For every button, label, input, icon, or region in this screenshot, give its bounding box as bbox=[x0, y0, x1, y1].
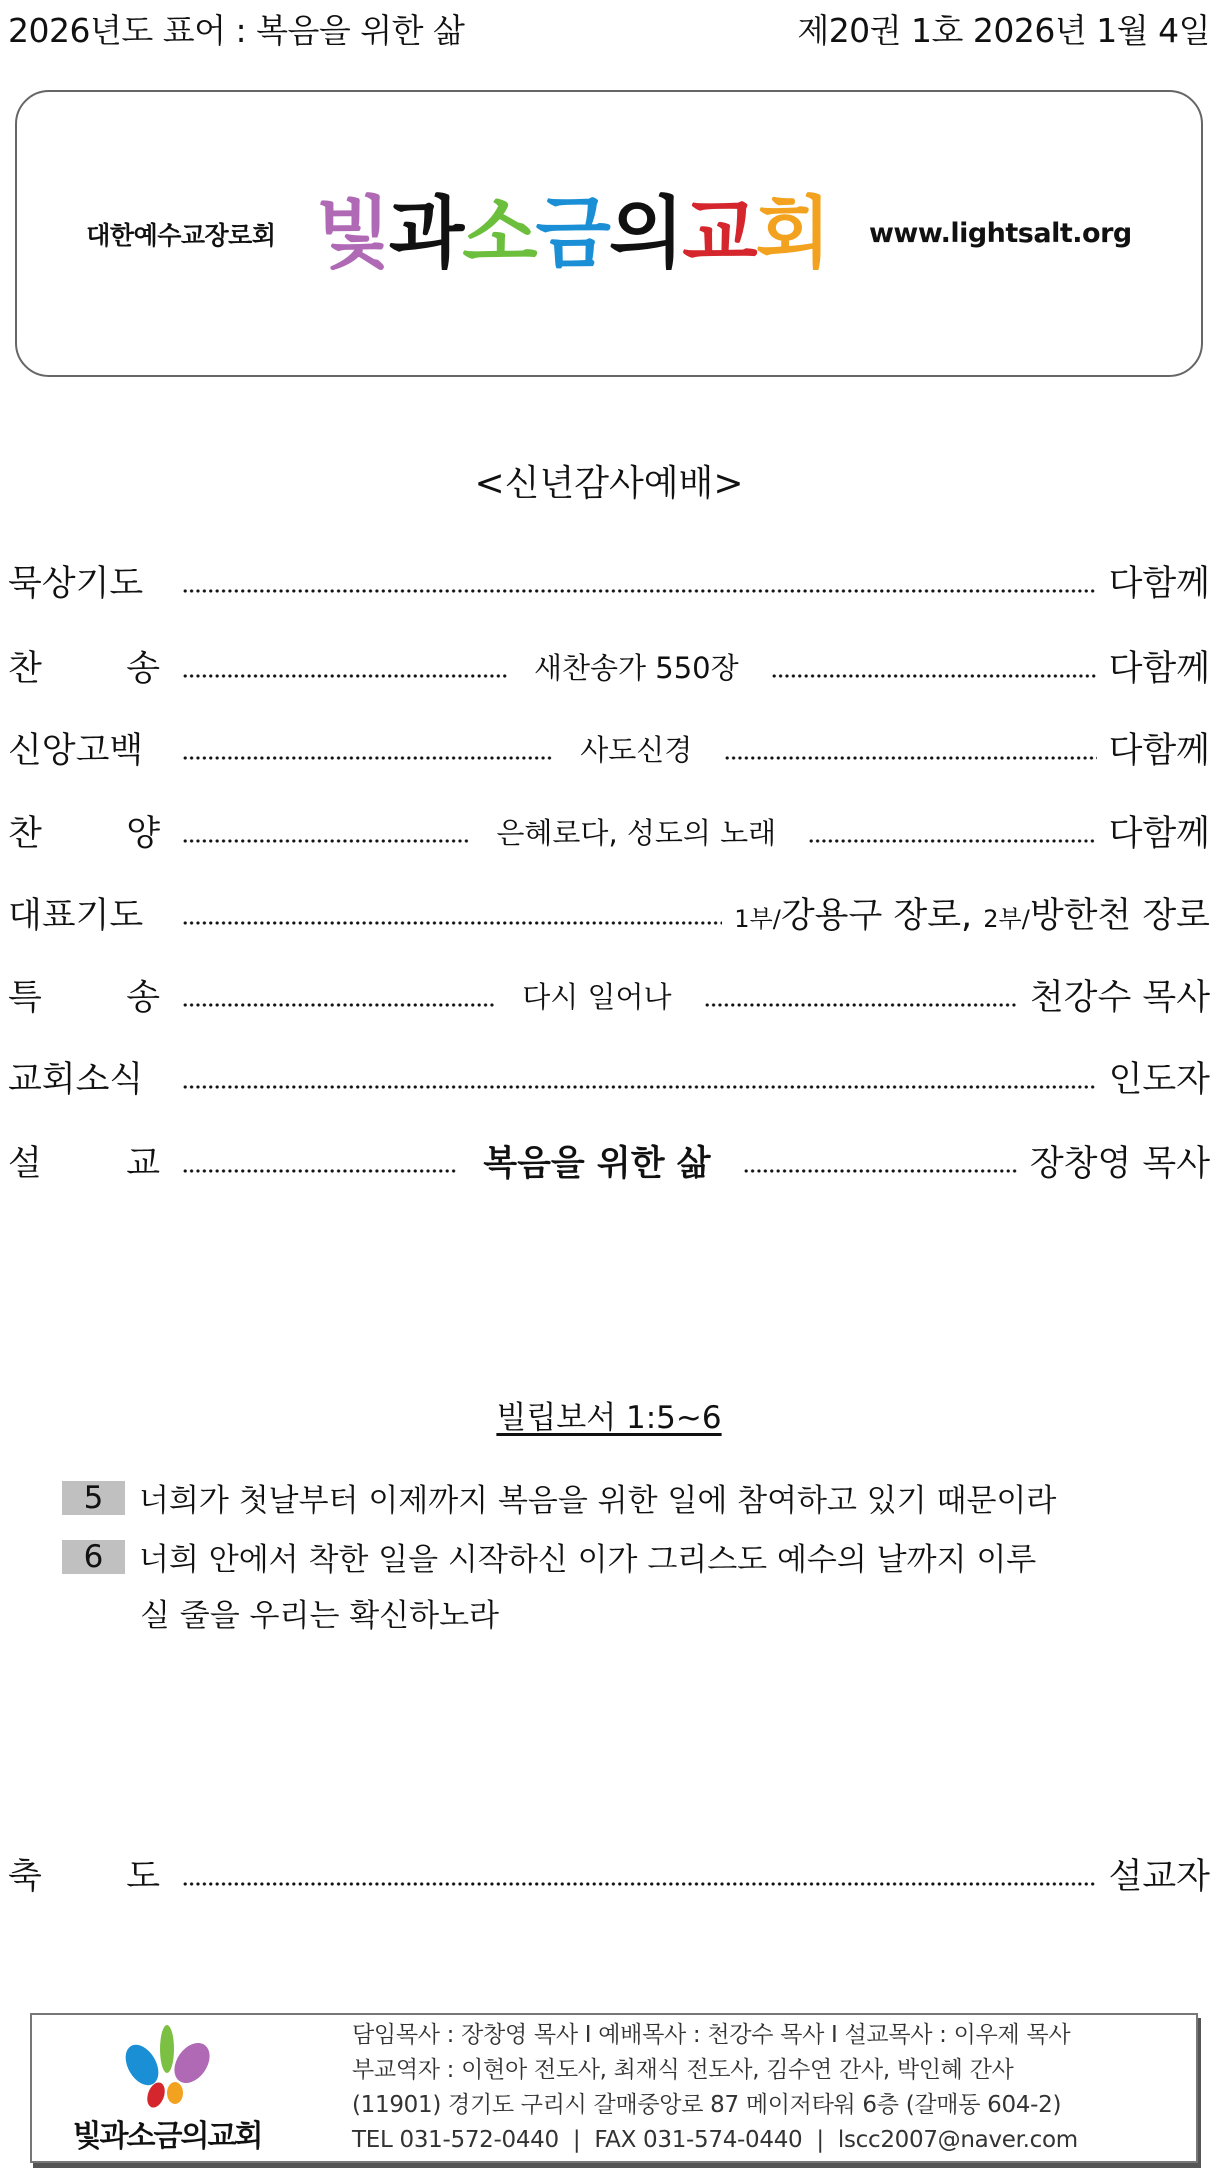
row-content: 다시 일어나 bbox=[522, 979, 672, 1014]
worship-row bbox=[8, 970, 1210, 1020]
row-label bbox=[8, 970, 160, 1020]
logo-letter: 과 bbox=[388, 188, 463, 279]
row-label bbox=[8, 1052, 160, 1102]
logo-letter: 빛 bbox=[315, 188, 389, 279]
pastors-line: 담임목사 : 장창영 목사 I 예배목사 : 천강수 목사 I 설교목사 : 이우제 목사 bbox=[352, 2022, 1071, 2048]
verse bbox=[62, 1475, 1178, 1520]
verse-number: 5 bbox=[62, 1481, 125, 1515]
label-text: 교 bbox=[126, 1144, 160, 1184]
dot-leader bbox=[182, 1859, 1097, 1889]
address-line: (11901) 경기도 구리시 갈매중앙로 87 메이저타워 6층 (갈매동 604-2) bbox=[352, 2092, 1062, 2118]
label-text: 설 bbox=[8, 1144, 42, 1184]
scripture-reference: 빌립보서 1:5~6 bbox=[496, 1400, 722, 1436]
contact-line: TEL 031-572-0440 | FAX 031-574-0440 | lscc2007@naver.com bbox=[352, 2127, 1078, 2153]
row-leader: 다함께 bbox=[1108, 649, 1211, 689]
row-leader: 설교자 bbox=[1108, 1857, 1210, 1897]
label-text: 송 bbox=[126, 649, 160, 689]
verse-number: 6 bbox=[62, 1540, 125, 1574]
footer-info bbox=[302, 2018, 1078, 2158]
row-label bbox=[8, 556, 160, 606]
worship-row bbox=[8, 1052, 1210, 1102]
row-content: 은혜로다, 성도의 노래 bbox=[496, 815, 777, 850]
row-leader: 다함께 bbox=[1108, 814, 1210, 854]
dot-leader bbox=[182, 733, 554, 763]
flower-logo-icon bbox=[112, 2021, 222, 2111]
church-logo bbox=[315, 188, 829, 279]
bulletin-header bbox=[8, 4, 1210, 52]
worship-row bbox=[8, 888, 1210, 938]
label-text: 찬 bbox=[8, 814, 42, 854]
church-info-footer bbox=[30, 2013, 1198, 2163]
row-leader: 인도자 bbox=[1108, 1060, 1210, 1100]
dot-leader bbox=[808, 816, 1096, 846]
row-label bbox=[8, 1849, 160, 1899]
logo-letter: 의 bbox=[608, 188, 683, 279]
dot-leader bbox=[182, 1062, 1097, 1092]
website-url: www.lightsalt.org bbox=[868, 218, 1132, 249]
worship-row bbox=[8, 1136, 1210, 1186]
benediction-row bbox=[8, 1849, 1210, 1899]
issue-date: 제20권 1호 2026년 1월 4일 bbox=[797, 10, 1210, 50]
verse-text: 너희가 첫날부터 이제까지 복음을 위한 일에 참여하고 있기 때문이라 bbox=[139, 1483, 1057, 1519]
row-label bbox=[8, 723, 160, 773]
service-title: <신년감사예배> bbox=[474, 463, 744, 504]
row-content: 복음을 위한 삶 bbox=[483, 1144, 711, 1184]
label-text: 찬 bbox=[8, 649, 42, 689]
row-label bbox=[8, 641, 160, 691]
worship-row bbox=[8, 641, 1210, 691]
dot-leader bbox=[182, 651, 508, 681]
label-text: 신앙고백 bbox=[8, 731, 144, 771]
row-leader: 다함께 bbox=[1108, 731, 1210, 771]
row-label bbox=[8, 806, 160, 856]
verse bbox=[62, 1534, 1178, 1579]
logo-letter: 소 bbox=[462, 188, 536, 279]
row-leader: 장창영 목사 bbox=[1029, 1144, 1211, 1184]
dot-leader bbox=[182, 980, 496, 1010]
label-text: 양 bbox=[126, 814, 160, 854]
label-text: 대표기도 bbox=[8, 896, 144, 936]
leader-part: 1부/ bbox=[734, 905, 781, 933]
row-label bbox=[8, 1136, 160, 1186]
row-label bbox=[8, 888, 160, 938]
row-leader: 천강수 목사 bbox=[1029, 978, 1211, 1018]
worship-row bbox=[8, 723, 1210, 773]
label-char: 축 bbox=[8, 1857, 42, 1897]
worship-row bbox=[8, 556, 1210, 606]
logo-letter: 회 bbox=[755, 188, 829, 279]
footer-logo bbox=[32, 2021, 302, 2155]
dot-leader bbox=[182, 816, 470, 846]
row-leader: 다함께 bbox=[1108, 564, 1210, 604]
dot-leader bbox=[771, 651, 1097, 681]
logo-letter: 금 bbox=[535, 188, 609, 279]
leader-part: 2부/ bbox=[983, 905, 1030, 933]
label-text: 교회소식 bbox=[8, 1060, 144, 1100]
verse-text-continued: 실 줄을 우리는 확신하노라 bbox=[140, 1598, 499, 1634]
label-text: 송 bbox=[126, 978, 160, 1018]
dot-leader bbox=[182, 898, 722, 928]
worship-row bbox=[8, 806, 1210, 856]
year-motto: 2026년도 표어 : 복음을 위한 삶 bbox=[8, 10, 465, 50]
dot-leader bbox=[704, 980, 1018, 1010]
footer-church-name: 빛과소금의교회 bbox=[72, 2119, 262, 2154]
staff-line: 부교역자 : 이현아 전도사, 최재식 전도사, 김수연 간사, 박인혜 간사 bbox=[352, 2057, 1014, 2083]
dot-leader bbox=[743, 1146, 1018, 1176]
dot-leader bbox=[182, 566, 1097, 596]
row-content: 사도신경 bbox=[580, 732, 693, 767]
row-leader bbox=[734, 888, 1210, 938]
row-content: 새찬송가 550장 bbox=[533, 650, 739, 685]
leader-part: 방한천 장로 bbox=[1029, 896, 1210, 936]
leader-part: 강용구 장로, bbox=[780, 896, 984, 936]
church-banner bbox=[15, 90, 1203, 377]
label-text: 묵상기도 bbox=[8, 564, 144, 604]
verse-text: 너희 안에서 착한 일을 시작하신 이가 그리스도 예수의 날까지 이루 bbox=[139, 1542, 1037, 1578]
dot-leader bbox=[182, 1146, 457, 1176]
denomination: 대한예수교장로회 bbox=[86, 220, 276, 250]
logo-letter: 교 bbox=[682, 188, 756, 279]
dot-leader bbox=[724, 733, 1096, 763]
label-text: 특 bbox=[8, 978, 42, 1018]
label-char: 도 bbox=[126, 1857, 160, 1897]
